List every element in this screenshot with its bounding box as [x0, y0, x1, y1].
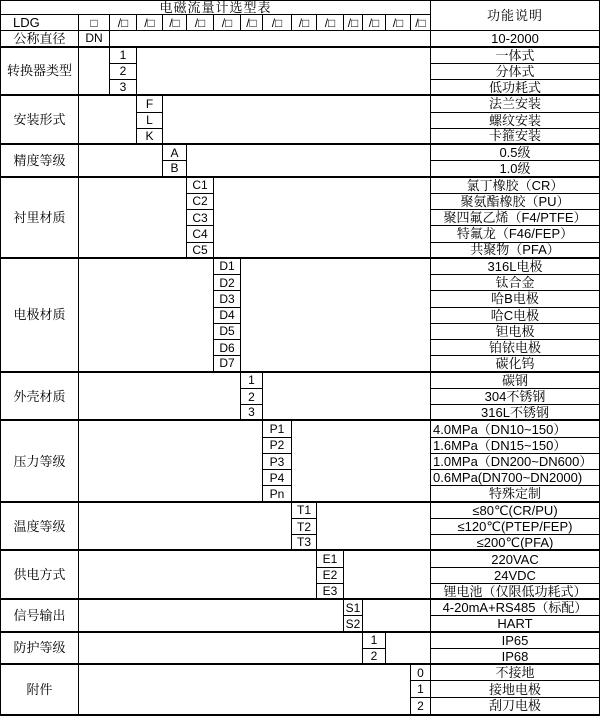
- desc-cell: 1.0级: [431, 161, 599, 177]
- section-label: 精度等级: [1, 145, 79, 178]
- filler-cell: [79, 373, 241, 422]
- filler-cell: [79, 633, 363, 666]
- code-cell: D1: [214, 259, 241, 275]
- code-cell: D7: [214, 356, 241, 372]
- code-cell: Pn: [263, 486, 292, 502]
- model-box-cell: □: [79, 15, 110, 31]
- filler-cell: [137, 48, 431, 97]
- desc-cell: 0.6MPa(DN700~DN2000): [431, 470, 599, 486]
- code-cell: 2: [110, 64, 137, 80]
- desc-cell: 哈B电极: [431, 291, 599, 307]
- code-cell: C2: [187, 194, 214, 210]
- code-cell: C1: [187, 178, 214, 194]
- code-cell: 1: [110, 48, 137, 64]
- code-cell: D4: [214, 308, 241, 324]
- model-slot-cell: /□: [363, 15, 386, 31]
- model-slot-cell: /□: [411, 15, 431, 31]
- filler-cell: [214, 178, 431, 259]
- desc-cell: 24VDC: [431, 568, 599, 584]
- desc-cell: 4-20mA+RS485（标配）: [431, 600, 599, 616]
- model-slot-cell: /□: [214, 15, 241, 31]
- desc-cell: 分体式: [431, 64, 599, 80]
- desc-cell: 锂电池（仅限低功耗式）: [431, 584, 599, 600]
- desc-cell: 钛合金: [431, 275, 599, 291]
- desc-cell: ≤200℃(PFA): [431, 535, 599, 551]
- desc-cell: 1.6MPa（DN15~150）: [431, 438, 599, 454]
- code-cell: E3: [317, 584, 344, 600]
- desc-cell: 316L电极: [431, 259, 599, 275]
- code-cell: D2: [214, 275, 241, 291]
- code-cell: A: [163, 145, 187, 161]
- model-slot-cell: /□: [292, 15, 317, 31]
- filler-cell: [79, 600, 344, 633]
- section-label: 安装形式: [1, 96, 79, 145]
- filler-cell: [79, 551, 317, 600]
- filler-cell: [79, 259, 214, 373]
- desc-cell: 铂铱电极: [431, 340, 599, 356]
- model-slot-cell: /□: [386, 15, 411, 31]
- code-cell: F: [137, 96, 163, 112]
- filler-cell: [317, 503, 431, 552]
- desc-cell: 4.0MPa（DN10~150）: [431, 421, 599, 437]
- desc-cell: 氯丁橡胶（CR）: [431, 178, 599, 194]
- desc-cell: 316L不锈钢: [431, 405, 599, 421]
- code-cell: D6: [214, 340, 241, 356]
- code-cell: DN: [79, 31, 110, 47]
- desc-cell: 304不锈钢: [431, 389, 599, 405]
- filler-cell: [110, 31, 431, 47]
- filler-cell: [363, 600, 431, 633]
- desc-cell: IP68: [431, 649, 599, 665]
- code-cell: C5: [187, 243, 214, 259]
- model-slot-cell: /□: [241, 15, 263, 31]
- model-slot-cell: /□: [163, 15, 187, 31]
- code-cell: 0: [411, 665, 431, 681]
- model-slot-cell: /□: [137, 15, 163, 31]
- desc-cell: 低功耗式: [431, 80, 599, 96]
- code-cell: 1: [241, 373, 263, 389]
- filler-cell: [344, 551, 431, 600]
- desc-cell: 卡箍安装: [431, 129, 599, 145]
- desc-cell: IP65: [431, 633, 599, 649]
- desc-cell: 不接地: [431, 665, 599, 681]
- desc-cell: 0.5级: [431, 145, 599, 161]
- section-label: 附件: [1, 665, 79, 714]
- filler-cell: [79, 178, 187, 259]
- section-label: 转换器类型: [1, 48, 79, 97]
- code-cell: T3: [292, 535, 317, 551]
- desc-cell: 哈C电极: [431, 308, 599, 324]
- section-label: 信号输出: [1, 600, 79, 633]
- desc-cell: 1.0MPa（DN200~DN600）: [431, 454, 599, 470]
- code-cell: C3: [187, 210, 214, 226]
- desc-cell: 钽电极: [431, 324, 599, 340]
- code-cell: B: [163, 161, 187, 177]
- desc-cell: 螺纹安装: [431, 113, 599, 129]
- code-cell: S1: [344, 600, 363, 616]
- code-cell: T1: [292, 503, 317, 519]
- section-label: 公称直径: [1, 31, 79, 47]
- filler-cell: [263, 373, 431, 422]
- code-cell: P4: [263, 470, 292, 486]
- model-prefix: LDG: [1, 15, 79, 31]
- table-title: 电磁流量计选型表: [1, 1, 431, 15]
- code-cell: 2: [411, 698, 431, 714]
- section-label: 防护等级: [1, 633, 79, 666]
- code-cell: T2: [292, 519, 317, 535]
- model-slot-cell: /□: [263, 15, 292, 31]
- filler-cell: [187, 145, 431, 178]
- desc-cell: 10-2000: [431, 31, 599, 47]
- code-cell: P2: [263, 438, 292, 454]
- section-label: 外壳材质: [1, 373, 79, 422]
- code-cell: L: [137, 113, 163, 129]
- desc-cell: ≤120℃(PTEP/FEP): [431, 519, 599, 535]
- filler-cell: [79, 48, 110, 97]
- desc-cell: 特殊定制: [431, 486, 599, 502]
- filler-cell: [79, 421, 263, 502]
- filler-cell: [79, 96, 137, 145]
- section-label: 衬里材质: [1, 178, 79, 259]
- code-cell: 2: [363, 649, 386, 665]
- code-cell: D3: [214, 291, 241, 307]
- desc-cell: 碳化钨: [431, 356, 599, 372]
- desc-cell: 接地电极: [431, 681, 599, 697]
- filler-cell: [79, 145, 163, 178]
- model-slot-cell: /□: [344, 15, 363, 31]
- desc-cell: 聚氨酯橡胶（PU）: [431, 194, 599, 210]
- model-slot-cell: /□: [317, 15, 344, 31]
- model-slot-cell: /□: [187, 15, 214, 31]
- code-cell: C4: [187, 226, 214, 242]
- section-label: 温度等级: [1, 503, 79, 552]
- code-cell: E2: [317, 568, 344, 584]
- code-cell: D5: [214, 324, 241, 340]
- desc-cell: 220VAC: [431, 551, 599, 567]
- code-cell: E1: [317, 551, 344, 567]
- code-cell: 3: [241, 405, 263, 421]
- code-cell: 1: [363, 633, 386, 649]
- code-cell: S2: [344, 616, 363, 632]
- code-cell: 2: [241, 389, 263, 405]
- filler-cell: [79, 503, 292, 552]
- code-cell: 3: [110, 80, 137, 96]
- code-cell: P3: [263, 454, 292, 470]
- desc-cell: 聚四氟乙烯（F4/PTFE）: [431, 210, 599, 226]
- desc-cell: 法兰安装: [431, 96, 599, 112]
- desc-cell: 共聚物（PFA）: [431, 243, 599, 259]
- code-cell: P1: [263, 421, 292, 437]
- filler-cell: [79, 665, 411, 714]
- desc-cell: 碳钢: [431, 373, 599, 389]
- section-label: 电极材质: [1, 259, 79, 373]
- desc-cell: 刮刀电极: [488, 698, 541, 714]
- desc-cell: 一体式: [431, 48, 599, 64]
- desc-cell: HART: [431, 616, 599, 632]
- desc-cell: ≤80℃(CR/PU): [431, 503, 599, 519]
- filler-cell: [163, 96, 431, 145]
- code-cell: 1: [411, 681, 431, 697]
- desc-header: 功能说明: [431, 1, 599, 31]
- code-cell: K: [137, 129, 163, 145]
- section-label: 压力等级: [1, 421, 79, 502]
- desc-cell: 特氟龙（F46/FEP）: [431, 226, 599, 242]
- filler-cell: [386, 633, 431, 666]
- filler-cell: [292, 421, 431, 502]
- section-label: 供电方式: [1, 551, 79, 600]
- model-slot-cell: /□: [110, 15, 137, 31]
- filler-cell: [241, 259, 431, 373]
